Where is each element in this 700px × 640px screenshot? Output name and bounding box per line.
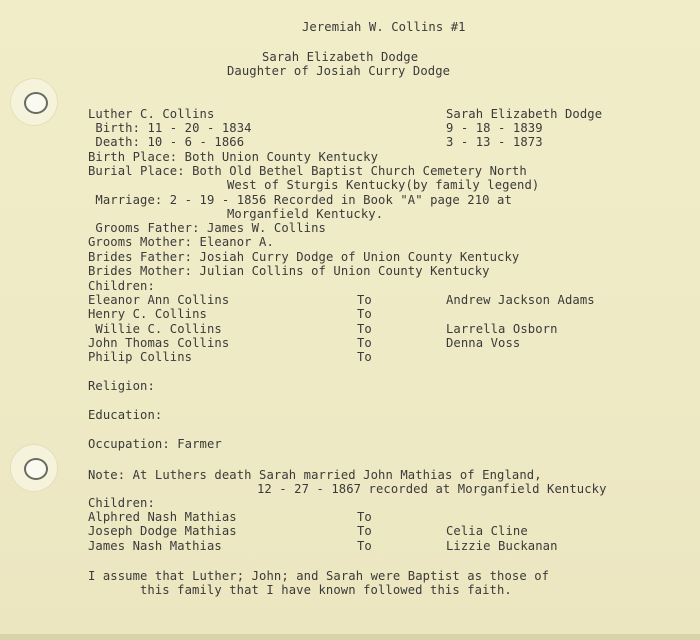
husband-name: Luther C. Collins [88, 107, 215, 121]
page-edge [0, 634, 700, 640]
brides-father: Brides Father: Josiah Curry Dodge of Union County Kentucky [88, 250, 520, 264]
child-name: Eleanor Ann Collins [88, 293, 230, 307]
burial-place-line2: West of Sturgis Kentucky(by family legend) [227, 178, 540, 192]
document-title: Jeremiah W. Collins #1 [302, 20, 466, 34]
burial-place-line1: Burial Place: Both Old Bethel Baptist Church Cemetery North [88, 164, 527, 178]
husband-death: Death: 10 - 6 - 1866 [88, 135, 245, 149]
closing-line1: I assume that Luther; John; and Sarah were Baptist as those of [88, 569, 550, 583]
brides-mother: Brides Mother: Julian Collins of Union County Kentucky [88, 264, 490, 278]
child2-to: To [357, 524, 372, 538]
subject-relation: Daughter of Josiah Curry Dodge [227, 64, 451, 78]
closing-line2: this family that I have known followed this faith. [140, 583, 512, 597]
children-label: Children: [88, 279, 155, 293]
child-spouse: Denna Voss [446, 336, 521, 350]
child-name: Willie C. Collins [88, 322, 222, 336]
grooms-father: Grooms Father: James W. Collins [88, 221, 326, 235]
child2-spouse: Celia Cline [446, 524, 528, 538]
punch-hole-bottom [11, 445, 57, 491]
child2-spouse: Lizzie Buckanan [446, 539, 558, 553]
wife-death: 3 - 13 - 1873 [446, 135, 543, 149]
marriage-line1: Marriage: 2 - 19 - 1856 Recorded in Book "A" page 210 at [88, 193, 512, 207]
child2-to: To [357, 539, 372, 553]
punch-hole-top [11, 79, 57, 125]
note-line1: Note: At Luthers death Sarah married John Mathias of England, [88, 468, 542, 482]
child-spouse: Larrella Osborn [446, 322, 558, 336]
wife-name: Sarah Elizabeth Dodge [446, 107, 603, 121]
child2-name: James Nash Mathias [88, 539, 222, 553]
occupation-field: Occupation: Farmer [88, 437, 222, 451]
child-to: To [357, 350, 372, 364]
grooms-mother: Grooms Mother: Eleanor A. [88, 235, 274, 249]
child-to: To [357, 322, 372, 336]
children2-label: Children: [88, 496, 155, 510]
child-name: John Thomas Collins [88, 336, 230, 350]
child-name: Philip Collins [88, 350, 193, 364]
religion-field: Religion: [88, 379, 155, 393]
child2-to: To [357, 510, 372, 524]
husband-birth: Birth: 11 - 20 - 1834 [88, 121, 252, 135]
education-field: Education: [88, 408, 163, 422]
child-spouse: Andrew Jackson Adams [446, 293, 595, 307]
marriage-line2: Morganfield Kentucky. [227, 207, 384, 221]
wife-birth: 9 - 18 - 1839 [446, 121, 543, 135]
note-line2: 12 - 27 - 1867 recorded at Morganfield Kentucky [257, 482, 607, 496]
child-to: To [357, 307, 372, 321]
child2-name: Joseph Dodge Mathias [88, 524, 237, 538]
subject-name: Sarah Elizabeth Dodge [262, 50, 419, 64]
child2-name: Alphred Nash Mathias [88, 510, 237, 524]
child-name: Henry C. Collins [88, 307, 207, 321]
child-to: To [357, 293, 372, 307]
child-to: To [357, 336, 372, 350]
birth-place: Birth Place: Both Union County Kentucky [88, 150, 379, 164]
